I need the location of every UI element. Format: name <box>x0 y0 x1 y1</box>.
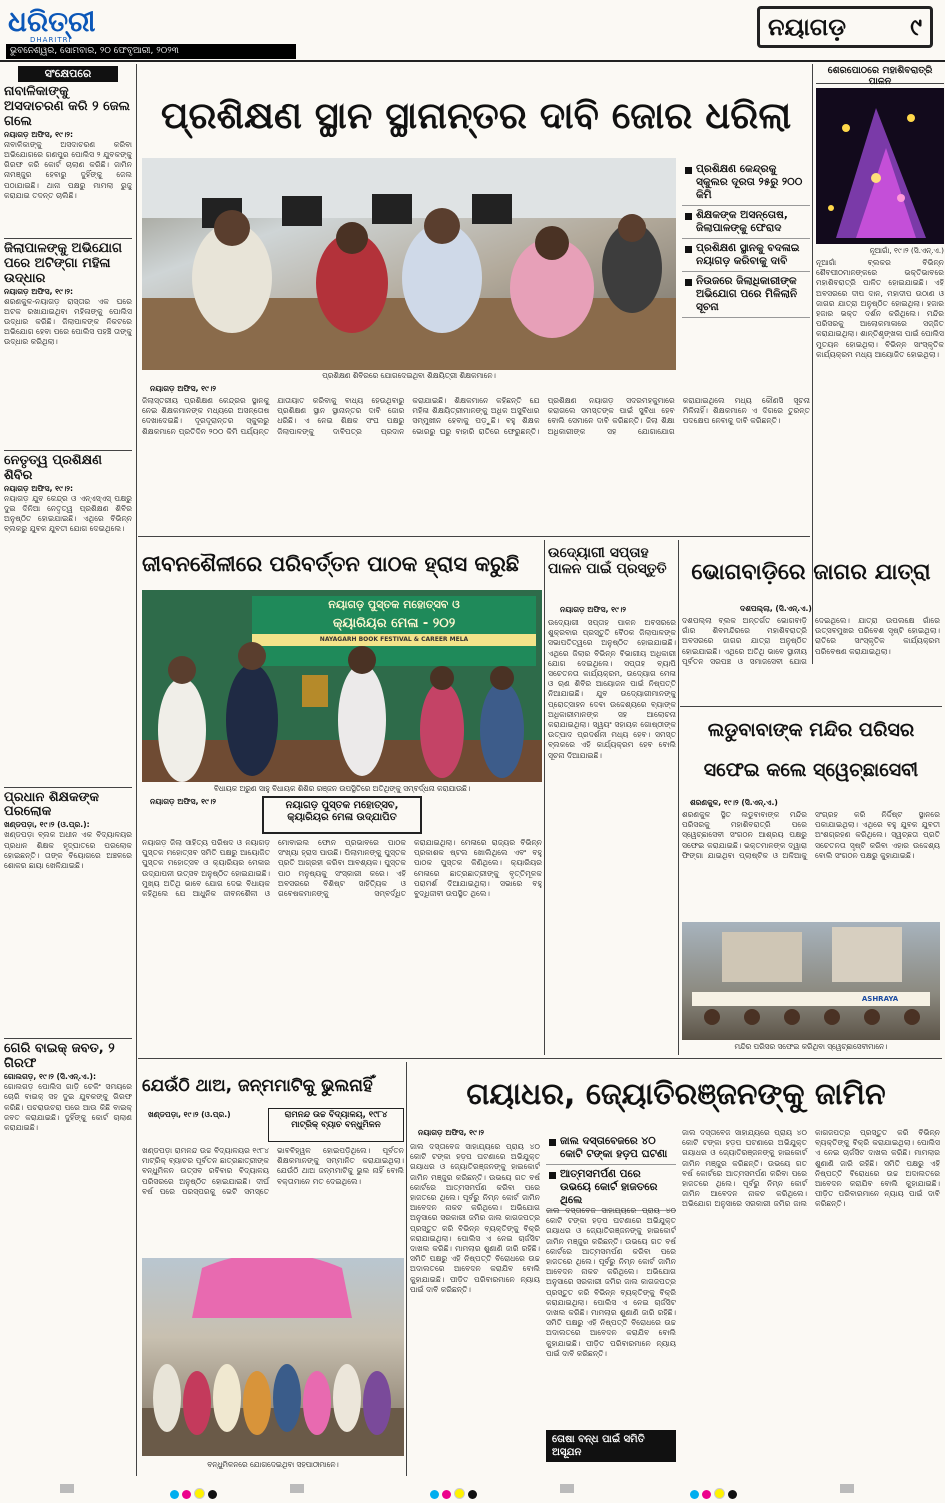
temple-photo[interactable] <box>816 88 944 244</box>
book-festival-photo[interactable] <box>142 590 542 782</box>
janmamati-byline: ଖଣ୍ଡପଡ଼ା, ୧୯।୨ (ଓ.ପ୍ର.) <box>148 1110 231 1119</box>
highlight-item: ଶିକ୍ଷକଙ୍କ ଅସନ୍ତୋଷ, ଜିଲାପାଳଙ୍କୁ ଫେରାଦ <box>682 206 810 239</box>
briefs-column <box>4 66 132 1476</box>
lead-byline: ନୟାଗଡ଼ ଅଫିସ, ୧୯।୨ <box>150 384 217 393</box>
ladubaba-headline[interactable]: ଲଡୁବାବାଙ୍କ ମନ୍ଦିର ପରିସର ସଫେଇ କଲେ ସ୍ୱେଚ୍ଛାସେବୀ <box>703 719 919 781</box>
yellow-dot <box>194 1488 205 1499</box>
bail-body-col1: ଜାଲ ଦସ୍ତାବେଜ ସାହାଯ୍ୟରେ ପ୍ରାୟ ୪୦ କୋଟି ଟଙ୍କା ହଡ଼ପ ଘଟଣାରେ ଅଭିଯୁକ୍ତ ଗୟାଧର ଓ ଜ୍ୟୋତିରଞ୍ଜନଙ୍କୁ ହାଇକୋର୍ଟ ଜାମିନ ମଞ୍ଜୁର କରିଛନ୍ତି। ଉଭୟେ ଗତ ବର୍ଷ କୋର୍ଟରେ ଆତ୍ମସମର୍ପଣ କରିବା ପରେ ହାଜତରେ ଥିଲେ। ପୂର୍ବରୁ ନିମ୍ନ କୋର୍ଟ ଜାମିନ ଆବେଦନ ନାକଚ କରିଥିଲେ। ଅଭିଯୋଗ ଅନୁସାରେ ସରକାରୀ ଜମିର ଜାଲ କାଗଜପତ୍ର ପ୍ରସ୍ତୁତ କରି ବିଭିନ୍ନ ବ୍ୟକ୍ତିଙ୍କୁ ବିକ୍ରି କରାଯାଇଥିଲା। ପୋଲିସ ଏ ନେଇ ଚାର୍ଜସିଟ ଦାଖଲ କରିଛି। ମାମଲାର ଶୁଣାଣି ଜାରି ରହିଛି। ସମିତି ପକ୍ଷରୁ ଏହି ନିଷ୍ପତ୍ତି ବିରୋଧରେ ଉଚ୍ଚ ଅଦାଲତରେ ଆବେଦନ କରାଯିବ ବୋଲି କୁହାଯାଇଛି। ପୀଡ଼ିତ ପରିବାରମାନେ ନ୍ୟାୟ ପାଇଁ ଦାବି କରିଛନ୍ତି। <box>410 1142 540 1294</box>
section-title: ନୟାଗଡ଼ <box>768 13 847 41</box>
brief-headline[interactable]: ଗେରି ବାଇକ୍ ଜବତ, ୨ ଗିରଫ <box>4 1041 115 1072</box>
bail-box-label: ତୋଷା ବନ୍ଧ ପାଇଁ ସମିତି ଅସୂଯନ <box>546 1430 676 1462</box>
temple-photo-caption: ନୂଆଗାଁ, ୧୯।୨ (ସି.ଏନ୍.ଏ.) <box>869 246 944 255</box>
lead-body: ଜିଲାସ୍ତରୀୟ ପ୍ରଶିକ୍ଷଣ କେନ୍ଦ୍ରର ସ୍ଥାନକୁ ନେଇ ଶିକ୍ଷକମାନଙ୍କ ମଧ୍ୟରେ ଅସନ୍ତୋଷ ଦେଖାଦେଇଛି। ଦୂରଦୂରାନ୍ତର ସ୍କୁଲରୁ ଶିକ୍ଷକମାନେ ପ୍ରତିଦିନ ୨୦୦ କିମି ପର୍ଯ୍ୟନ୍ତ ଯାତାୟାତ କରିବାକୁ ବାଧ୍ୟ ହେଉଥିବାରୁ ପ୍ରଶିକ୍ଷଣ ସ୍ଥାନ ସ୍ଥାନାନ୍ତର ଦାବି ଜୋର ଧରିଛି। ଏ ନେଇ ଶିକ୍ଷକ ସଂଘ ପକ୍ଷରୁ ଜିଲାପାଳଙ୍କୁ ଦାବିପତ୍ର ପ୍ରଦାନ କରାଯାଇଛି। ଶିକ୍ଷକମାନେ କହିଛନ୍ତି ଯେ ମହିଳା ଶିକ୍ଷୟିତ୍ରୀମାନଙ୍କୁ ଅଧିକ ଅସୁବିଧାର ସମ୍ମୁଖୀନ ହେବାକୁ ପଡ଼ୁଛି। ବହୁ ଶିକ୍ଷକ ଭୋରରୁ ଘରୁ ବାହାରି ରାତିରେ ଫେରୁଛନ୍ତି। ପ୍ରଶିକ୍ଷଣ ନୟାଗଡ଼ ସଦରମହକୁମାରେ କରାଗଲେ ସମସ୍ତଙ୍କ ପାଇଁ ସୁବିଧା ହେବ ବୋଲି ସେମାନେ ଦାବି କରିଛନ୍ତି। ଜିଲା ଶିକ୍ଷା ଅଧିକାରୀଙ୍କ ସହ ଯୋଗାଯୋଗ କରାଯାଇଥିଲେ ମଧ୍ୟ କୌଣସି ସୂଚନା ମିଳିନାହିଁ। ଶିକ୍ଷକମାନେ ଏ ଦିଗରେ ତୁରନ୍ତ ପଦକ୍ଷେପ ନେବାକୁ ଦାବି କରିଛନ୍ତି। <box>142 396 810 436</box>
ashraya-banner: ASHRAYA <box>861 995 899 1003</box>
reg-square <box>60 1484 74 1493</box>
festival-subheadline[interactable]: ନୟାଗଡ଼ ପୁସ୍ତକ ମହୋତ୍ସବ, କ୍ୟାରିୟର ମେଳା ଉଦ୍‌ଯାପିତ <box>262 796 422 834</box>
udyogi-headline[interactable]: ଉଦ୍ୟୋଗୀ ସପ୍ତାହ ପାଳନ ପାଇଁ ପ୍ରସ୍ତୁତି <box>548 545 667 578</box>
cyan-dot <box>690 1490 699 1499</box>
brief-byline: ଗୋଲଗଡ଼, ୧୯।୨ (ସି.ଏନ୍.ଏ.): <box>4 1072 97 1082</box>
column-rule <box>136 64 137 1476</box>
highlight-item: ଜାଲ ଦସ୍ତାବେଜରେ ୪୦ କୋଟି ଟଙ୍କା ହଡ଼ପ ଘଟଣା <box>546 1132 676 1165</box>
bhogabadi-body: ଦଶପଲ୍ଲା ବ୍ଲକ ଅନ୍ତର୍ଗତ ଭୋଗବାଡ଼ି ଗାଁର ଶିବମନ୍ଦିରରେ ମହାଶିବରାତ୍ରି ଅବସରରେ ଜାଗର ଯାତ୍ରା ଅନୁଷ୍ଠିତ ହୋଇଯାଇଛି। ଏଥିରେ ଅତିଥି ଭାବେ ସ୍ଥାନୀୟ ପୂର୍ବତନ ସରପଞ୍ଚ ଓ ସମାଜସେବୀ ଯୋଗ ଦେଇଥିଲେ। ଯାତ୍ରା ଉପଲକ୍ଷେ ଗାଁରେ ଉତ୍ସବମୁଖର ପରିବେଶ ସୃଷ୍ଟି ହୋଇଥିଲା। ରାତିରେ ସାଂସ୍କୃତିକ କାର୍ଯ୍ୟକ୍ରମ ପରିବେଷଣ କରାଯାଇଥିଲା। <box>682 616 940 666</box>
reunion-photo-caption: ବନ୍ଧୁମିଳନରେ ଯୋଗଦେଇଥିବା ସହପାଠୀମାନେ। <box>207 1460 339 1469</box>
brief-byline: ନୟାଗଡ଼ ଅଫିସ, ୧୯।୨: <box>4 129 74 139</box>
reg-square <box>560 1484 574 1493</box>
janmamati-body: ଖଣ୍ଡପଡ଼ା ରାମନନ୍ଦ ଉଚ୍ଚ ବିଦ୍ୟାଳୟର ୧୯୮୪ ମାଟ୍ରିକ୍ ବ୍ୟାଚର ପୂର୍ବତନ ଛାତ୍ରଛାତ୍ରୀଙ୍କ ବନ୍ଧୁମିଳନ ଉତ୍ସବ ରବିବାର ବିଦ୍ୟାଳୟ ପରିସରରେ ଅନୁଷ୍ଠିତ ହୋଇଯାଇଛି। ଦୀର୍ଘ ବର୍ଷ ପରେ ପରସ୍ପରକୁ ଭେଟି ସମସ୍ତେ ଭାବବିହ୍ୱଳ ହୋଇପଡ଼ିଥିଲେ। ପୂର୍ବତନ ଶିକ୍ଷକମାନଙ୍କୁ ସମ୍ମାନିତ କରାଯାଇଥିଲା। ଯେଉଁଠି ଥାଅ ଜନ୍ମମାଟିକୁ ଭୁଲ ନାହିଁ ବୋଲି ବକ୍ତାମାନେ ମତ ଦେଇଥିଲେ। <box>142 1146 404 1196</box>
reg-square <box>840 1484 854 1493</box>
classroom-scene <box>142 158 676 370</box>
brief-headline[interactable]: ଜିଲାପାଳଙ୍କୁ ଅଭିଯୋଗ ପରେ ଅଟିଙ୍ଗା ମହିଳା ଉଦ୍ଧାର <box>4 240 122 286</box>
section-divider <box>138 1058 942 1059</box>
brief-headline[interactable]: ନାବାଳିକାଙ୍କୁ ଅସଦାଚରଣ କରି ୨ ଜେଲ ଗଲେ <box>4 84 130 129</box>
felicitation-scene <box>142 590 542 782</box>
section-header <box>757 6 933 48</box>
brief-item <box>4 1042 132 1342</box>
ladubaba-byline: ଶରଣକୁଳ, ୧୯।୨ (ସି.ଏନ୍.ଏ.) <box>690 798 778 807</box>
brief-body: ଶରଣକୁଳ-ନୟାଗଡ଼ ରାସ୍ତାର ଏକ ଘରେ ଅଟକ ରଖାଯାଇଥିବା ମହିଳାଙ୍କୁ ପୋଲିସ ଉଦ୍ଧାର କରିଛି। ଜିଲାପାଳଙ୍କ ନିକଟରେ ଅଭିଯୋଗ ହେବା ପରେ ପୋଲିସ ପହଞ୍ଚି ତାଙ୍କୁ ଉଦ୍ଧାର କରିଥିଲା। <box>4 296 132 347</box>
banner-line: NAYAGARH BOOK FESTIVAL & CAREER MELA <box>252 634 536 646</box>
ladubaba-body: ଶରଣକୁଳ ସ୍ଥିତ ଲଡୁବାବାଙ୍କ ମନ୍ଦିର ପରିସରକୁ ମହାଶିବରାତ୍ରି ପରେ ସ୍ୱେଚ୍ଛାସେବୀ ସଂଗଠନ ଆଶ୍ରୟ ପକ୍ଷରୁ ସଫେଇ କରାଯାଇଛି। ଭକ୍ତମାନଙ୍କ ଦ୍ୱାରା ଫିଙ୍ଗା ଯାଇଥିବା ପ୍ଲାଷ୍ଟିକ ଓ ଅଳିଆକୁ ସଂଗ୍ରହ କରି ନିର୍ଦ୍ଦିଷ୍ଟ ସ୍ଥାନରେ ପକାଯାଇଥିଲା। ଏଥିରେ ବହୁ ଯୁବକ ଯୁବତୀ ଅଂଶଗ୍ରହଣ କରିଥିଲେ। ସ୍ୱଚ୍ଛତା ପ୍ରତି ସଚେତନତା ସୃଷ୍ଟି କରିବା ଏହାର ଉଦ୍ଦେଶ୍ୟ ବୋଲି ସଂଗଠନ ପକ୍ଷରୁ କୁହାଯାଇଛି। <box>682 810 940 860</box>
brief-body: ନାବାଳିକାଙ୍କୁ ଅସଦାଚରଣ କରିବା ଅଭିଯୋଗରେ ଗଣପୁର ପୋଲିସ ୨ ଯୁବକଙ୍କୁ ଗିରଫ କରି କୋର୍ଟ ଚାଲାଣ କରିଛି। ଜାମିନ ନାମଞ୍ଜୁର ହେବାରୁ ଦୁହିଁଙ୍କୁ ଜେଲ ପଠାଯାଇଛି। ଥାନା ପକ୍ଷରୁ ମାମଲା ରୁଜୁ କରାଯାଇ ତଦନ୍ତ ଚାଲିଛି। <box>4 139 132 200</box>
lead-photo-caption: ପ୍ରଶିକ୍ଷଣ ଶିବିରରେ ଯୋଗଦେଇଥିବା ଶିକ୍ଷୟିତ୍ରୀ ଶିକ୍ଷକମାନେ। <box>322 371 496 380</box>
print-registration-marks <box>0 1480 945 1497</box>
brief-body: ଖଣ୍ଡପଡ଼ା ବ୍ଲକ ଅଧୀନ ଏକ ବିଦ୍ୟାଳୟର ପ୍ରଧାନ ଶିକ୍ଷକ ହୃଦ୍‌ଘାତରେ ପରଲୋକ ହୋଇଛନ୍ତି। ତାଙ୍କ ବିୟୋଗରେ ଅଞ୍ଚଳରେ ଶୋକର ଛାୟା ଖେଳିଯାଇଛି। <box>4 830 132 870</box>
divider <box>4 450 132 451</box>
lifestyle-byline: ନୟାଗଡ଼ ଅଫିସ, ୧୯।୨ <box>150 797 217 806</box>
brief-byline: ନୟାଗଡ଼ ଅଫିସ, ୧୯।୨: <box>4 483 74 493</box>
cleanup-photo-caption: ମନ୍ଦିର ପରିସର ସଫେଇ କରିଥିବା ସ୍ୱେଚ୍ଛାସେବୀମାନେ। <box>734 1042 888 1051</box>
reg-dots <box>430 1484 480 1503</box>
reg-dots <box>690 1484 740 1503</box>
highlight-item: ନିଉଜରେ ଜିଲାଧିକାରୀଙ୍କ ଅଭିଯୋଗ ପରେ ମିଳିଲାନି ସୂଚନା <box>682 272 810 318</box>
magenta-dot <box>702 1490 711 1499</box>
illuminated-temple <box>816 88 944 244</box>
banner-line: ନୟାଗଡ଼ ପୁସ୍ତକ ମହୋତ୍ସବ ଓ <box>328 598 460 611</box>
divider <box>4 787 132 788</box>
reunion-photo[interactable] <box>142 1258 404 1456</box>
brief-body: ନୟାଗଡ଼ ଯୁବ କେନ୍ଦ୍ର ଓ ଏନ୍‌ଏସ୍‌ଏସ୍ ପକ୍ଷରୁ ଦୁଇ ଦିନିଆ ନେତୃତ୍ୱ ପ୍ରଶିକ୍ଷଣ ଶିବିର ଅନୁଷ୍ଠିତ ହୋଇଯାଇଛି। ଏଥିରେ ବିଭିନ୍ନ ବ୍ଲକରୁ ଯୁବକ ଯୁବତୀ ଯୋଗ ଦେଇଥିଲେ। <box>4 493 132 534</box>
brief-body: ଗୋଲଗଡ଼ ପୋଲିସ ଗାଡ଼ି ଚେକିଂ ସମୟରେ ଚୋରି ବାଇକ୍ ସହ ଦୁଇ ଯୁବକଙ୍କୁ ଗିରଫ କରିଛି। ପଚରାଉଚରା ପରେ ଆଉ କିଛି ବାଇକ୍ ଜବତ କରାଯାଇଛି। ଦୁହିଁଙ୍କୁ କୋର୍ଟ ଚାଲାଣ କରାଯାଇଛି। <box>4 1082 132 1133</box>
magenta-dot <box>182 1490 191 1499</box>
briefs-label: ସଂକ୍ଷେପରେ <box>18 66 118 82</box>
column-rule <box>544 540 545 1055</box>
brief-headline[interactable]: ନେତୃତ୍ୱ ପ୍ରଶିକ୍ଷଣ ଶିବିର <box>4 452 102 483</box>
logo-subtitle: DHARITRI <box>30 36 72 44</box>
bail-highlights <box>546 1132 676 1211</box>
masthead <box>0 0 945 62</box>
yellow-dot <box>714 1488 725 1499</box>
section-divider <box>680 706 942 707</box>
volunteers-scene <box>682 922 940 1040</box>
section-divider <box>138 536 810 537</box>
brief-item <box>4 454 132 784</box>
lifestyle-headline[interactable]: ଜୀବନଶୈଳୀରେ ପରିବର୍ତ୍ତନ ପାଠକ ହ୍ରାସ କରୁଛି <box>142 552 520 576</box>
divider <box>4 1038 132 1039</box>
shivaratri-title[interactable]: ଶେରପୋଠରେ ମହାଶିବରାତ୍ରି ପାଳନ <box>816 66 944 84</box>
brief-headline[interactable]: ପ୍ରଧାନ ଶିକ୍ଷକଙ୍କ ପରଲୋକ <box>4 789 99 820</box>
bhogabadi-headline[interactable]: ଭୋଗବାଡ଼ିରେ ଜାଗର ଯାତ୍ରା <box>691 560 931 585</box>
cyan-dot <box>170 1490 179 1499</box>
bhogabadi-byline: ଦଶପଲ୍ଲା, (ସି.ଏନ୍.ଏ.) <box>740 604 812 613</box>
banner-line: କ୍ୟାରିୟର ମେଳା - ୨୦୨ <box>332 616 456 631</box>
reg-square <box>290 1484 304 1493</box>
lifestyle-body: ନୟାଗଡ଼ ଜିଲା ସାହିତ୍ୟ ପରିଷଦ ଓ ନୟାଗଡ଼ ପୁସ୍ତକ ମହୋତ୍ସବ ସମିତି ପକ୍ଷରୁ ଆୟୋଜିତ ପୁସ୍ତକ ମହୋତ୍ସବ ଓ କ୍ୟାରିୟର ମେଳାର ଉଦ୍‌ଯାପନୀ ଉତ୍ସବ ଅନୁଷ୍ଠିତ ହୋଇଯାଇଛି। ମୁଖ୍ୟ ଅତିଥି ଭାବେ ଯୋଗ ଦେଇ ବିଧାୟକ କହିଥିଲେ ଯେ ଆଧୁନିକ ଜୀବନଶୈଳୀ ଓ ମୋବାଇଲ ଫୋନ ପ୍ରଭାବରେ ପାଠକ ସଂଖ୍ୟା ହ୍ରାସ ପାଉଛି। ପିଲାମାନଙ୍କୁ ପୁସ୍ତକ ପ୍ରତି ଆଗ୍ରହୀ କରିବା ଆବଶ୍ୟକ। ପୁସ୍ତକ ପାଠ ମନୁଷ୍ୟକୁ ସଂସ୍କାରୀ କରେ। ଏହି ଅବସରରେ ବିଶିଷ୍ଟ ସାହିତ୍ୟିକ ଓ ଗବେଷକମାନଙ୍କୁ ସମ୍ବର୍ଦ୍ଧିତ କରାଯାଇଥିଲା। ମେଳାରେ ରାଜ୍ୟର ବିଭିନ୍ନ ପ୍ରକାଶକ ଷ୍ଟଲ ଖୋଲିଥିଲେ ଏବଂ ବହୁ ପାଠକ ପୁସ୍ତକ କିଣିଥିଲେ। କ୍ୟାରିୟର ମେଳାରେ ଛାତ୍ରଛାତ୍ରୀଙ୍କୁ ବୃତ୍ତିମୂଳକ ପରାମର୍ଶ ଦିଆଯାଇଥିଲା। ସଭାରେ ବହୁ ବୁଦ୍ଧିଜୀବୀ ଉପସ୍ଥିତ ଥିଲେ। <box>142 838 542 899</box>
yellow-dot <box>454 1488 465 1499</box>
brief-byline: ଖଣ୍ଡପଡ଼ା, ୧୯।୨ (ଓ.ପ୍ର.): <box>4 820 90 830</box>
black-dot <box>468 1490 477 1499</box>
bail-body-continued: ଜାଲ ଦସ୍ତାବେଜ ସାହାଯ୍ୟରେ ପ୍ରାୟ ୪୦ କୋଟି ଟଙ୍କା ହଡ଼ପ ଘଟଣାରେ ଅଭିଯୁକ୍ତ ଗୟାଧର ଓ ଜ୍ୟୋତିରଞ୍ଜନଙ୍କୁ ହାଇକୋର୍ଟ ଜାମିନ ମଞ୍ଜୁର କରିଛନ୍ତି। ଉଭୟେ ଗତ ବର୍ଷ କୋର୍ଟରେ ଆତ୍ମସମର୍ପଣ କରିବା ପରେ ହାଜତରେ ଥିଲେ। ପୂର୍ବରୁ ନିମ୍ନ କୋର୍ଟ ଜାମିନ ଆବେଦନ ନାକଚ କରିଥିଲେ। ଅଭିଯୋଗ ଅନୁସାରେ ସରକାରୀ ଜମିର ଜାଲ କାଗଜପତ୍ର ପ୍ରସ୍ତୁତ କରି ବିଭିନ୍ନ ବ୍ୟକ୍ତିଙ୍କୁ ବିକ୍ରି କରାଯାଇଥିଲା। ପୋଲିସ ଏ ନେଇ ଚାର୍ଜସିଟ ଦାଖଲ କରିଛି। ମାମଲାର ଶୁଣାଣି ଜାରି ରହିଛି। ସମିତି ପକ୍ଷରୁ ଏହି ନିଷ୍ପତ୍ତି ବିରୋଧରେ ଉଚ୍ଚ ଅଦାଲତରେ ଆବେଦନ କରାଯିବ ବୋଲି କୁହାଯାଇଛି। ପୀଡ଼ିତ ପରିବାରମାନେ ନ୍ୟାୟ ପାଇଁ ଦାବି କରିଛନ୍ତି। <box>682 1128 940 1209</box>
brief-item <box>4 242 132 447</box>
bail-byline: ନୟାଗଡ଼ ଅଫିସ, ୧୯।୨ <box>418 1128 485 1137</box>
highlight-item: ପ୍ରଶିକ୍ଷଣ ସ୍ଥାନକୁ ବଦଳାଇ ନୟାଗଡ଼ କରିବାକୁ ଦାବି <box>682 239 810 272</box>
lead-headline[interactable]: ପ୍ରଶିକ୍ଷଣ ସ୍ଥାନ ସ୍ଥାନାନ୍ତର ଦାବି ଜୋର ଧରିଲା <box>160 94 792 137</box>
brief-item <box>4 85 132 235</box>
lead-highlights <box>682 160 810 318</box>
highlight-item: ପ୍ରଶିକ୍ଷଣ କେନ୍ଦ୍ରକୁ ସ୍କୁଲର ଦୂରତା ୨୫ରୁ ୨୦୦ କିମି <box>682 160 810 206</box>
cyan-dot <box>430 1490 439 1499</box>
dateline: ଭୁବନେଶ୍ୱର, ସୋମବାର, ୨୦ ଫେବୃଆରୀ, ୨୦୨୩ <box>6 44 296 59</box>
shivaratri-body: ନୂଆଗାଁ ବ୍ଲକର ବିଭିନ୍ନ ଶୈବପୀଠମାନଙ୍କରେ ଭକ୍ତିଭାବରେ ମହାଶିବରାତ୍ରି ପାଳିତ ହୋଇଯାଇଛି। ଏହି ଅବସରରେ ଦୀପ ଦାନ, ମହାଦୀପ ଉଠାଣ ଓ ଜାଗର ଯାତ୍ରା ଅନୁଷ୍ଠିତ ହୋଇଥିଲା। ହଜାର ହଜାର ଭକ୍ତ ଦର୍ଶନ କରିଥିଲେ। ମନ୍ଦିର ପରିସରକୁ ଆଲୋକମାଳାରେ ସଜ୍ଜିତ କରାଯାଇଥିଲା। ଶାନ୍ତିଶୃଙ୍ଖଳା ପାଇଁ ପୋଲିସ ମୁତୟନ ହୋଇଥିଲା। ବିଭିନ୍ନ ସାଂସ୍କୃତିକ କାର୍ଯ୍ୟକ୍ରମ ମଧ୍ୟ ଆୟୋଜିତ ହୋଇଥିଲା। <box>816 258 944 359</box>
reg-dots <box>170 1484 220 1503</box>
column-rule <box>406 1062 407 1476</box>
bail-headline[interactable]: ଗୟାଧର, ଜ୍ୟୋତିରଞ୍ଜନଙ୍କୁ ଜାମିନ <box>466 1077 886 1112</box>
brief-byline: ନୟାଗଡ଼ ଅଫିସ, ୧୯।୨: <box>4 286 74 296</box>
brief-item <box>4 791 132 1036</box>
magenta-dot <box>442 1490 451 1499</box>
janmamati-headline[interactable]: ଯେଉଁଠି ଥାଅ, ଜନ୍ମମାଟିକୁ ଭୁଲନାହିଁ <box>142 1076 373 1096</box>
column-rule <box>678 540 679 1055</box>
cleanup-photo[interactable] <box>682 922 940 1040</box>
festival-photo-caption: ବିଧାୟକ ଅରୁଣ ସାହୁ ବିଧାୟକ ଶିଶିର ରଞ୍ଜନ ଉପସ୍ଥିତିରେ ଅତିଥିଙ୍କୁ ସମ୍ବର୍ଦ୍ଧନା କରାଯାଉଛି। <box>213 784 471 793</box>
newspaper-logo[interactable]: ଧରିତ୍ରୀ <box>8 5 96 38</box>
highlight-item: ଆତ୍ମସମର୍ପଣ ପରେ ଉଭୟେ କୋର୍ଟ ହାଜତରେ ଥିଲେ <box>546 1165 676 1211</box>
black-dot <box>208 1490 217 1499</box>
reunion-scene <box>142 1258 404 1456</box>
udyogi-byline: ନୟାଗଡ଼ ଅଫିସ, ୧୯।୨ <box>560 605 627 614</box>
divider <box>4 238 132 239</box>
bail-body-col2: ଜାଲ ଦସ୍ତାବେଜ ସାହାଯ୍ୟରେ ପ୍ରାୟ ୪୦ କୋଟି ଟଙ୍କା ହଡ଼ପ ଘଟଣାରେ ଅଭିଯୁକ୍ତ ଗୟାଧର ଓ ଜ୍ୟୋତିରଞ୍ଜନଙ୍କୁ ହାଇକୋର୍ଟ ଜାମିନ ମଞ୍ଜୁର କରିଛନ୍ତି। ଉଭୟେ ଗତ ବର୍ଷ କୋର୍ଟରେ ଆତ୍ମସମର୍ପଣ କରିବା ପରେ ହାଜତରେ ଥିଲେ। ପୂର୍ବରୁ ନିମ୍ନ କୋର୍ଟ ଜାମିନ ଆବେଦନ ନାକଚ କରିଥିଲେ। ଅଭିଯୋଗ ଅନୁସାରେ ସରକାରୀ ଜମିର ଜାଲ କାଗଜପତ୍ର ପ୍ରସ୍ତୁତ କରି ବିଭିନ୍ନ ବ୍ୟକ୍ତିଙ୍କୁ ବିକ୍ରି କରାଯାଇଥିଲା। ପୋଲିସ ଏ ନେଇ ଚାର୍ଜସିଟ ଦାଖଲ କରିଛି। ମାମଲାର ଶୁଣାଣି ଜାରି ରହିଛି। ସମିତି ପକ୍ଷରୁ ଏହି ନିଷ୍ପତ୍ତି ବିରୋଧରେ ଉଚ୍ଚ ଅଦାଲତରେ ଆବେଦନ କରାଯିବ ବୋଲି କୁହାଯାଇଛି। ପୀଡ଼ିତ ପରିବାରମାନେ ନ୍ୟାୟ ପାଇଁ ଦାବି କରିଛନ୍ତି। <box>546 1206 676 1358</box>
udyogi-body: ଉଦ୍ୟୋଗୀ ସପ୍ତାହ ପାଳନ ଅବସରରେ ଶୁକ୍ରବାର ପ୍ରସ୍ତୁତି ବୈଠକ ଜିଲାପାଳଙ୍କ ସଭାପତିତ୍ୱରେ ଅନୁଷ୍ଠିତ ହୋଇଯାଇଛି। ଏଥିରେ ଜିଲାର ବିଭିନ୍ନ ବିଭାଗୀୟ ଅଧିକାରୀ ଯୋଗ ଦେଇଥିଲେ। ସପ୍ତାହ ବ୍ୟାପି ସଚେତନତା କାର୍ଯ୍ୟକ୍ରମ, ଉଦ୍ୟୋଗ ମେଳା ଓ ଋଣ ଶିବିର ଆୟୋଜନ ପାଇଁ ନିଷ୍ପତ୍ତି ନିଆଯାଇଛି। ଯୁବ ଉଦ୍ୟୋଗୀମାନଙ୍କୁ ପ୍ରୋତ୍ସାହନ ଦେବା ଉଦ୍ଦେଶ୍ୟରେ ବ୍ୟାଙ୍କ ଅଧିକାରୀମାନଙ୍କ ସହ ଆଲୋଚନା କରାଯାଇଥିଲା। ସ୍ୱୟଂ ସହାୟକ ଗୋଷ୍ଠୀଙ୍କ ଉତ୍ପାଦ ପ୍ରଦର୍ଶନୀ ମଧ୍ୟ ହେବ। ସମସ୍ତ ବ୍ଲକରେ ଏହି କାର୍ଯ୍ୟକ୍ରମ ହେବ ବୋଲି ସୂଚନା ଦିଆଯାଇଛି। <box>548 618 676 760</box>
janmamati-subheadline[interactable]: ରାମନନ୍ଦ ଉଚ୍ଚ ବିଦ୍ୟାଳୟ, ୧୯୮୪ ମାଟ୍ରିକ୍ ବ୍ୟାଚ ବନ୍ଧୁମିଳନ <box>268 1108 404 1142</box>
page-number: ୯ <box>910 13 922 41</box>
black-dot <box>728 1490 737 1499</box>
lead-photo[interactable] <box>142 158 676 370</box>
